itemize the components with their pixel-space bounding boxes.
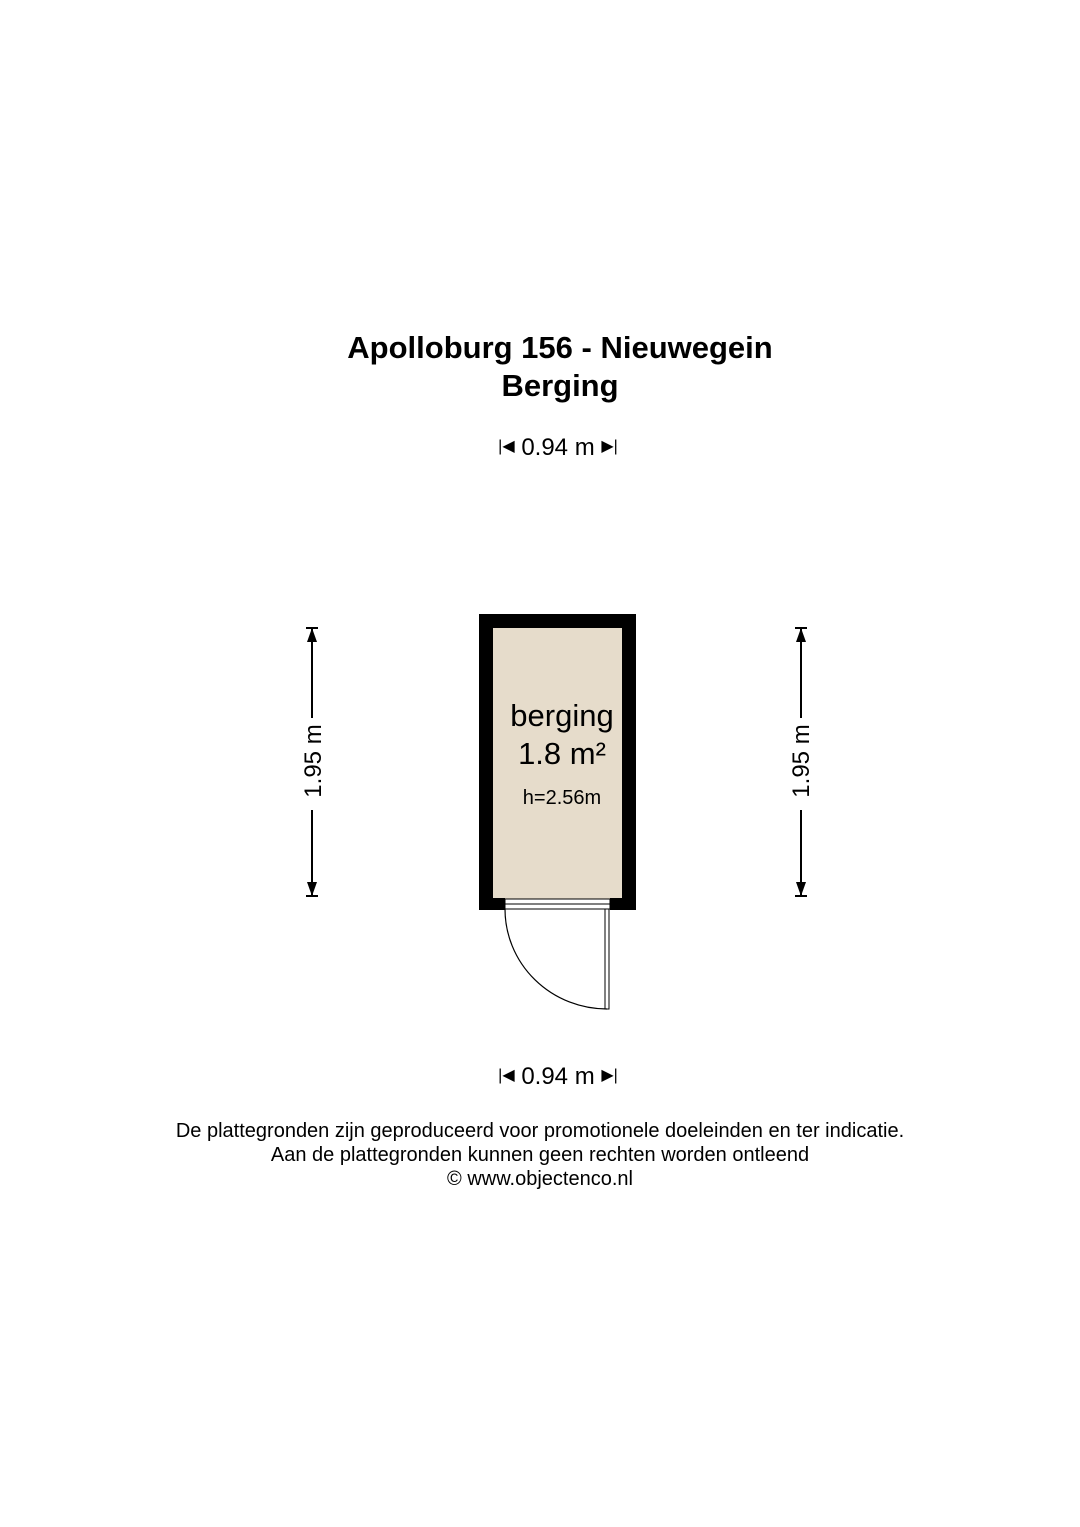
disclaimer-line-2: Aan de plattegronden kunnen geen rechten worden ontleend (270, 1144, 810, 1166)
bottom-width-dimension (0, 1063, 1080, 1092)
top-width-label: 0.94 m (521, 434, 595, 461)
arrow-right-icon: ▶| (601, 1066, 618, 1084)
left-height-label: 1.95 m (300, 724, 327, 798)
arrow-right-icon: ▶| (601, 437, 618, 455)
plan-subtitle: Berging (501, 368, 619, 403)
arrow-left-icon: |◀ (498, 437, 515, 455)
room-name: berging (510, 698, 614, 733)
room-area: 1.8 m² (518, 736, 606, 771)
bottom-width-label: 0.94 m (521, 1063, 595, 1090)
plan-title: Apolloburg 156 - Nieuwegein (347, 330, 773, 365)
door-swing (505, 909, 609, 1009)
copyright-line: © www.objectenco.nl (447, 1168, 633, 1190)
room-height: h=2.56m (522, 787, 602, 809)
arrow-left-icon: |◀ (498, 1066, 515, 1084)
right-height-label: 1.95 m (788, 724, 815, 798)
disclaimer-line-1: De plattegronden zijn geproduceerd voor promotionele doeleinden en ter indicatie. (175, 1120, 905, 1142)
door-threshold (505, 899, 610, 909)
